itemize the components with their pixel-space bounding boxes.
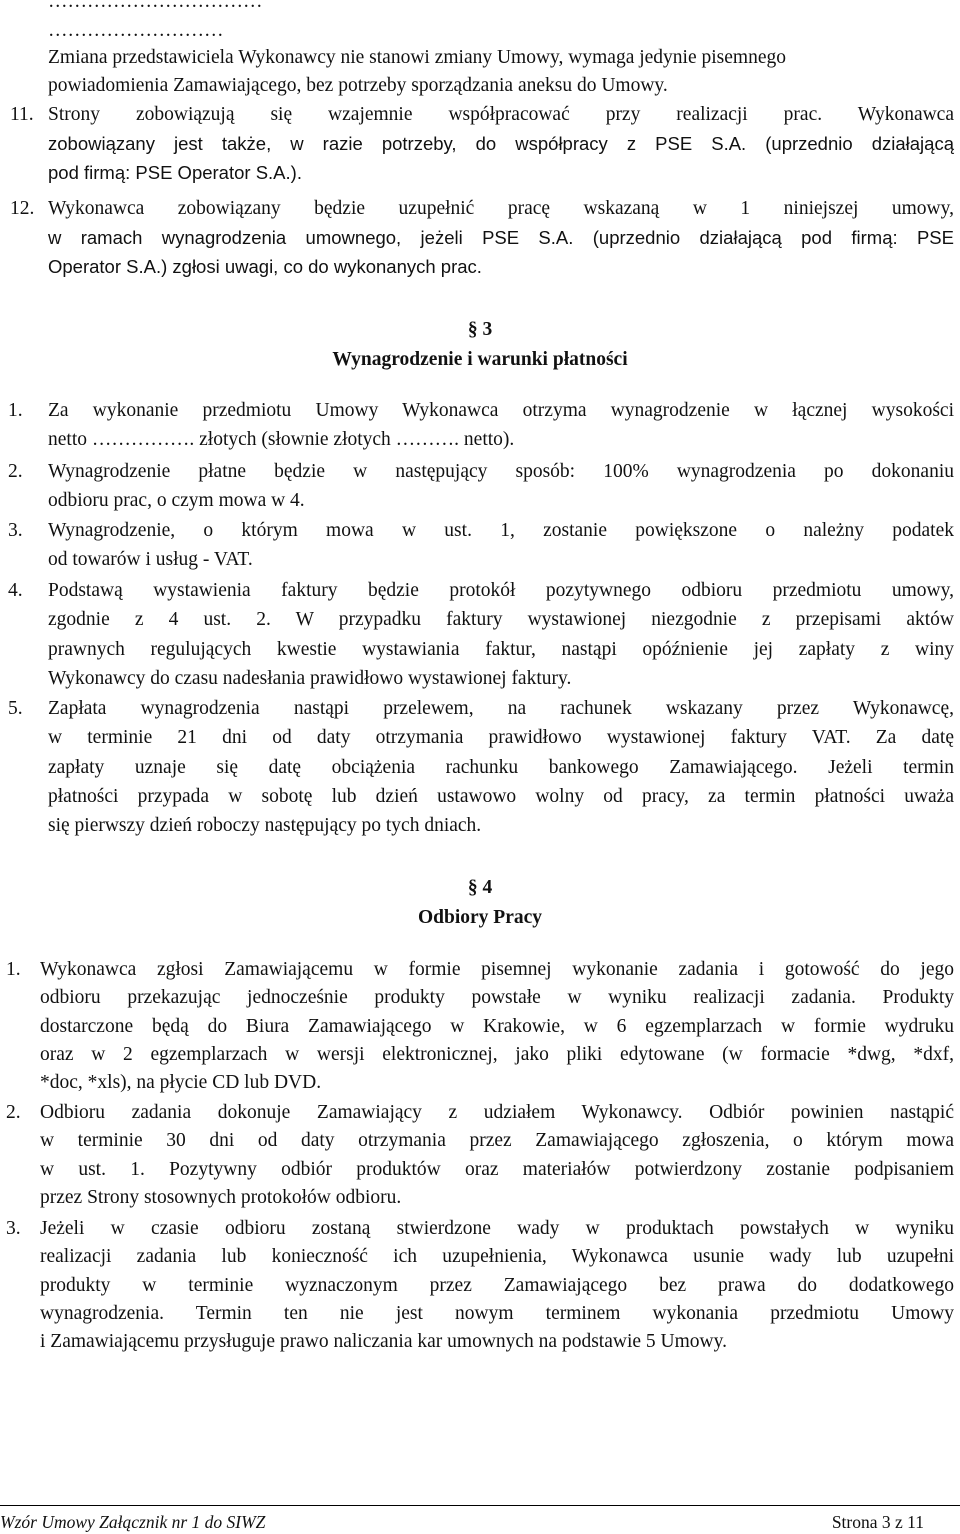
section-title: Odbiory Pracy xyxy=(417,907,543,928)
list-item-line: w ust. 1. Pozytywny odbiór produktów oraz materiałów potwierdzony zostanie podpisaniem xyxy=(40,1158,954,1180)
dotted-placeholder-2: ……………………… xyxy=(48,20,224,41)
section-title: Wynagrodzenie i warunki płatności xyxy=(332,349,628,370)
list-item-line: od towarów i usług - VAT. xyxy=(48,549,253,571)
list-item-line: zapłaty uznaje się datę obciążenia rachunku bankowego Zamawiającego. Jeżeli termin xyxy=(48,756,954,778)
list-item-number: 1. xyxy=(8,400,23,421)
footer-divider xyxy=(0,1505,960,1506)
list-item-number: 2. xyxy=(6,1102,21,1123)
list-item-line: wynagrodzenia. Termin ten nie jest nowym terminem wykonania przedmiotu Umowy xyxy=(40,1302,954,1324)
list-item-line: Wynagrodzenie, o którym mowa w ust. 1, zostanie powiększone o należny podatek xyxy=(48,520,954,541)
list-item-number: 5. xyxy=(8,698,23,719)
list-item-number: 2. xyxy=(8,461,23,482)
item-number: 12. xyxy=(10,198,35,219)
list-item-line: Wykonawcy do czasu nadesłania prawidłowo wystawionej faktury. xyxy=(48,667,572,689)
paragraph-line: pod firmą: PSE Operator S.A.). xyxy=(48,162,302,183)
list-item-line: Za wykonanie przedmiotu Umowy Wykonawca otrzyma wynagrodzenie w łącznej wysokości xyxy=(48,400,954,421)
item-number: 11. xyxy=(10,104,34,125)
list-item-number: 3. xyxy=(8,520,23,541)
list-item-line: w terminie 21 dni od daty otrzymania prawidłowo wystawionej faktury VAT. Za datę xyxy=(48,727,954,749)
paragraph-line: Strony zobowiązują się wzajemnie współpracować przy realizacji prac. Wykonawca xyxy=(48,104,954,125)
paragraph-line: Zmiana przedstawiciela Wykonawcy nie stanowi zmiany Umowy, wymaga jedynie pisemnego xyxy=(48,47,786,68)
list-item-line: zgodnie z 4 ust. 2. W przypadku faktury wystawionej niezgodnie z przepisami aktów xyxy=(48,609,954,631)
list-item-line: Wykonawca zgłosi Zamawiającemu w formie pisemnej wykonanie zadania i gotowość do jego xyxy=(40,959,954,980)
list-item-line: odbioru prac, o czym mowa w 4. xyxy=(48,490,305,512)
dotted-placeholder-1: …………………………… xyxy=(48,0,263,12)
paragraph-line: w ramach wynagrodzenia umownego, jeżeli PSE S.A. (uprzednio działającą pod firmą: PSE xyxy=(48,227,954,248)
paragraph-line: Wykonawca zobowiązany będzie uzupełnić pracę wskazaną w 1 niniejszej umowy, xyxy=(48,198,954,219)
list-item-number: 1. xyxy=(6,959,21,980)
list-item-line: Zapłata wynagrodzenia nastąpi przelewem, na rachunek wskazany przez Wykonawcę, xyxy=(48,698,954,719)
list-item-line: oraz w 2 egzemplarzach w wersji elektronicznej, jako pliki edytowane (w formacie *dwg, *dxf, xyxy=(40,1043,954,1065)
list-item-line: prawnych regulujących kwestie wystawiania faktur, nastąpi opóźnienie jej zapłaty z winy xyxy=(48,638,954,660)
list-item-number: 4. xyxy=(8,580,23,601)
list-item-line: się pierwszy dzień roboczy następujący po tych dniach. xyxy=(48,815,482,837)
footer-page-number: Strona 3 z 11 xyxy=(831,1512,924,1532)
list-item-line: netto ……………. złotych (słownie złotych ………. netto). xyxy=(48,429,515,451)
paragraph-line: Operator S.A.) zgłosi uwagi, co do wykonanych prac. xyxy=(48,256,482,277)
list-item-line: odbioru przekazując jednocześnie produkty powstałe w wyniku realizacji zadania. Produkty xyxy=(40,987,954,1009)
list-item-line: dostarczone będą do Biura Zamawiającego w Krakowie, w 6 egzemplarzach w formie wydruku xyxy=(40,1015,954,1037)
paragraph-line: powiadomienia Zamawiającego, bez potrzeby sporządzania aneksu do Umowy. xyxy=(48,75,668,96)
list-item-number: 3. xyxy=(6,1218,21,1239)
list-item-line: *doc, *xls), na płycie CD lub DVD. xyxy=(40,1072,322,1094)
section-number: § 3 xyxy=(467,319,493,340)
paragraph-line: zobowiązany jest także, w razie potrzeby, do współpracy z PSE S.A. (uprzednio działającą xyxy=(48,133,954,154)
list-item-line: produkty w terminie wyznaczonym przez Zamawiającego bez prawa do dodatkowego xyxy=(40,1274,954,1296)
list-item-line: przez Strony stosownych protokołów odbioru. xyxy=(40,1186,402,1208)
list-item-line: Jeżeli w czasie odbioru zostaną stwierdzone wady w produktach powstałych w wyniku xyxy=(40,1218,954,1239)
list-item-line: w terminie 30 dni od daty otrzymania przez Zamawiającego zgłoszenia, o którym mowa xyxy=(40,1130,954,1152)
list-item-line: Odbioru zadania dokonuje Zamawiający z udziałem Wykonawcy. Odbiór powinien nastąpić xyxy=(40,1102,954,1123)
list-item-line: Podstawą wystawienia faktury będzie protokół pozytywnego odbioru przedmiotu umowy, xyxy=(48,580,954,601)
footer-left: Wzór Umowy Załącznik nr 1 do SIWZ xyxy=(0,1512,266,1532)
section-number: § 4 xyxy=(467,877,493,898)
list-item-line: i Zamawiającemu przysługuje prawo naliczania kar umownych na podstawie 5 Umowy. xyxy=(40,1331,727,1353)
list-item-line: realizacji zadania lub konieczność ich uzupełnienia, Wykonawca usunie wady lub uzupełni xyxy=(40,1246,954,1268)
list-item-line: płatności przypada w sobotę lub dzień ustawowo wolny od pracy, za termin płatności uważa xyxy=(48,785,954,807)
list-item-line: Wynagrodzenie płatne będzie w następujący sposób: 100% wynagrodzenia po dokonaniu xyxy=(48,461,954,482)
